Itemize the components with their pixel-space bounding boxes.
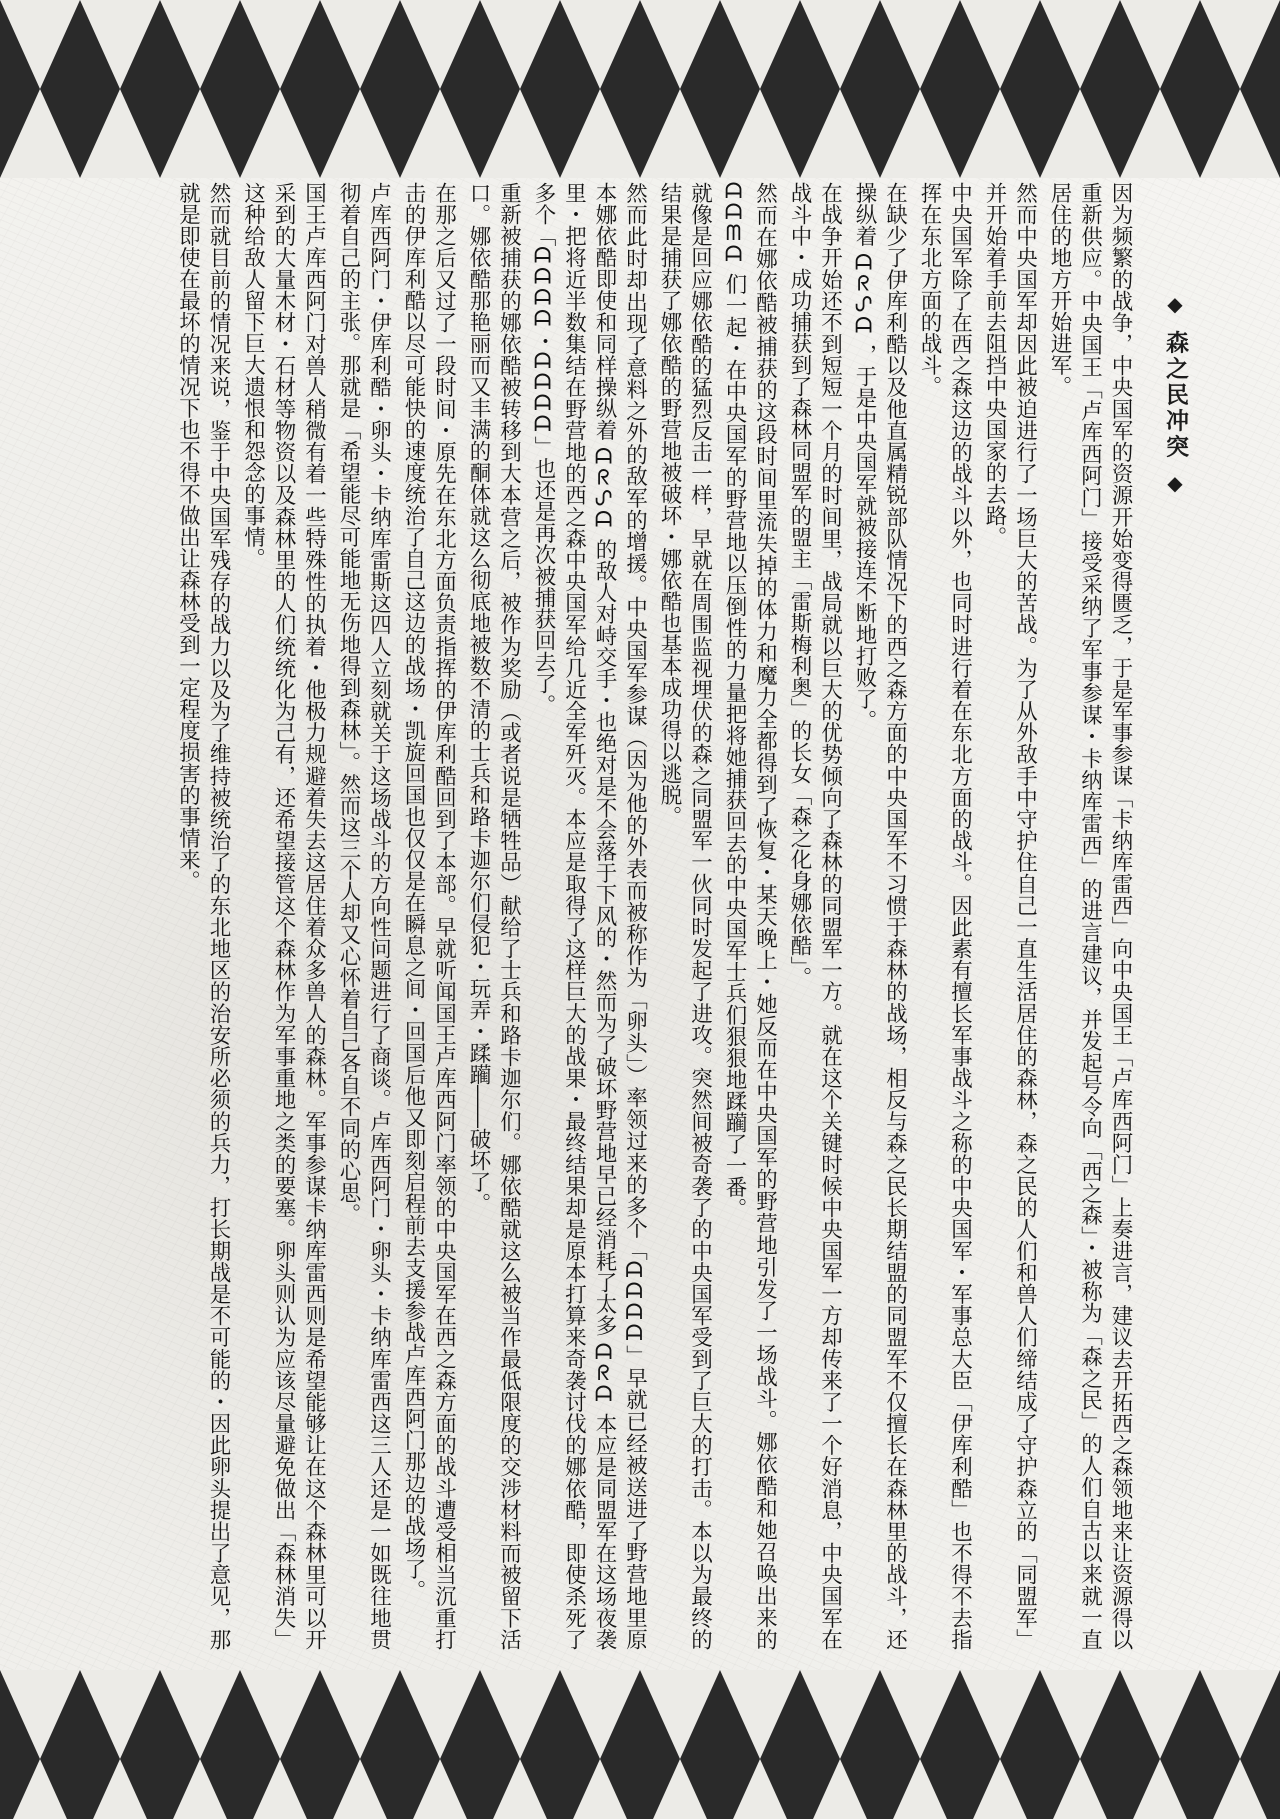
bottom-diamond-border (0, 1670, 1280, 1819)
vertical-body-text (20, 182, 1135, 1650)
paragraph: 在缺少了伊库利酷以及他直属精锐部队情况下的西之森方面的中央国军不习惯于森林的战场，相反与森之民长期结盟的同盟军不仅擅长在森林里的战斗，还操纵着 ᗩᖇᔑᗩ ，于是中央国军就被接连不断地打败了。 (852, 182, 908, 1650)
paragraph: 中央国军除了在西之森这边的战斗以外，也同时进行着在东北方面的战斗。因此素有擅长军事战斗之称的中央国军・军事总大臣「伊库利酷」也不得不去指挥在东北方面的战斗。 (917, 182, 973, 1650)
section-heading (1158, 292, 1192, 498)
top-diamond-border (0, 0, 1280, 178)
paragraph: 然而在娜依酷被捕获的这段时间里流失掉的体力和魔力全都得到了恢复・某天晚上・她反而在中央国军的野营地引发了一场战斗。娜依酷和她召唤出来的 ᗩᗩᗰᗩ 们一起・在中央国军的野营地以压倒性的力量把将她捕获回去的中央国军士兵们狠狠地蹂躏了一番。 (722, 182, 778, 1650)
paragraph: 然而此时却出现了意料之外的敌军的增援。中央国军参谋（因为他的外表而被称作为「卵头」）率领过来的多个「ᗩᗩᗩᗩ」早就已经被送进了野营地里原本娜依酷即使和同样操纵着 ᗩᖇᔑᗩ 的敌人对峙交手・也绝对是不会落于下风的・然而为了破坏野营地早已经消耗了太多 ᗩᖇᗩ 本应是同盟军在这场夜袭里・把将近半数集结在野营地的西之森中央国军给几近全军歼灭。本应是取得了这样巨大的战果・最终结果却是原本打算来奇袭讨伐的娜依酷，即使杀死了多个「ᗩᗩᗩᗩ・ᗩᗩᗩᗩ」也还是再次被捕获回去了。 (531, 182, 648, 1650)
paragraph: 卢库西阿门・伊库利酷・卵头・卡纳库雷斯这四人立刻就关于这场战斗的方向性问题进行了商谈。卢库西阿门・卵头・卡纳库雷西这三人还是一如既往地贯彻着自己的主张。那就是「希望能尽可能地无伤地得到森林」。然而这三个人却又心怀着自己各自不同的心思。 (336, 182, 392, 1650)
paragraph: 然而就目前的情况来说，鉴于中央国军残存的战力以及为了维持被统治了的东北地区的治安所必须的兵力，打长期战是不可能的・因此卵头提出了意见，那就是即使在最坏的情况下也不得不做出让森林受到一定程度损害的事情来。 (175, 182, 231, 1650)
paragraph: 因为频繁的战争，中央国军的资源开始变得匮乏，于是军事参谋「卡纳库雷西」向中央国王「卢库西阿门」上奏进言，建议去开拓西之森领地来让资源得以重新供应。中央国王「卢库西阿门」接受采纳了军事参谋・卡纳库雷西」的进言建议，并发起号令向「西之森」・被称为「森之民」的人们自古以来就一直居住的地方开始进军。 (1047, 182, 1133, 1650)
diamond-bullet-icon: ◆ (1163, 292, 1187, 319)
paragraph: 重新被捕获的娜依酷被转移到大本营之后，被作为奖励（或者说是牺牲品）献给了士兵和路卡迦尔们。娜依酷就这么被当作最低限度的交涉材料而被留下活口。娜依酷那艳丽而又丰满的酮体就这么彻底地被数不清的士兵和路卡迦尔们侵犯・玩弄・蹂躏――破坏了。 (466, 182, 522, 1650)
paragraph: 然而中央国军却因此被迫进行了一场巨大的苦战。为了从外敌手中守护住自己一直生活居住的森林，森之民的人们和兽人们缔结成了守护森立的「同盟军」并开始着手前去阻挡中央国家的去路。 (982, 182, 1038, 1650)
paragraph: 在战争开始还不到短短一个月的时间里，战局就以巨大的优势倾向了森林的同盟军一方。就在这个关键时候中央国军一方却传来了一个好消息，中央国军在战斗中・成功捕获到了森林同盟军的盟主「雷斯梅利奥」的长女「森之化身娜依酷」。 (787, 182, 843, 1650)
paragraph: 就像是回应娜依酷的猛烈反击一样，早就在周围监视埋伏的森之同盟军一伙同时发起了进攻。突然间被奇袭了的中央国军受到了巨大的打击。本以为最终的结果是捕获了娜依酷的野营地被破坏・娜依酷也基本成功得以逃脱。 (657, 182, 713, 1650)
paragraph: 国王卢库西阿门对兽人稍微有着一些特殊性的执着・他极力规避着失去这居住着众多兽人的森林。军事参谋卡纳库雷西则是希望能够让在这个森林里可以开采到的大量木材・石材等物资以及森林里的人们统统化为己有，还希望接管这个森林作为军事重地之类的要塞。卵头则认为应该尽量避免做出「森林消失」这种给敌人留下巨大遗恨和怨念的事情。 (240, 182, 327, 1650)
paragraph: 在那之后又过了一段时间・原先在东北方面负责指挥的伊库利酷回到了本部。早就听闻国王卢库西阿门率领的中央国军在西之森方面的战斗遭受相当沉重打击的伊库利酷以尽可能快的速度统治了自己这边的战场・凯旋回国也仅仅是在瞬息之间・回国后他又即刻启程前去支援参战卢库西阿门那边的战场了。 (401, 182, 457, 1650)
diamond-bullet-icon: ◆ (1163, 471, 1187, 499)
section-title: 森之民冲突 (1162, 330, 1188, 461)
